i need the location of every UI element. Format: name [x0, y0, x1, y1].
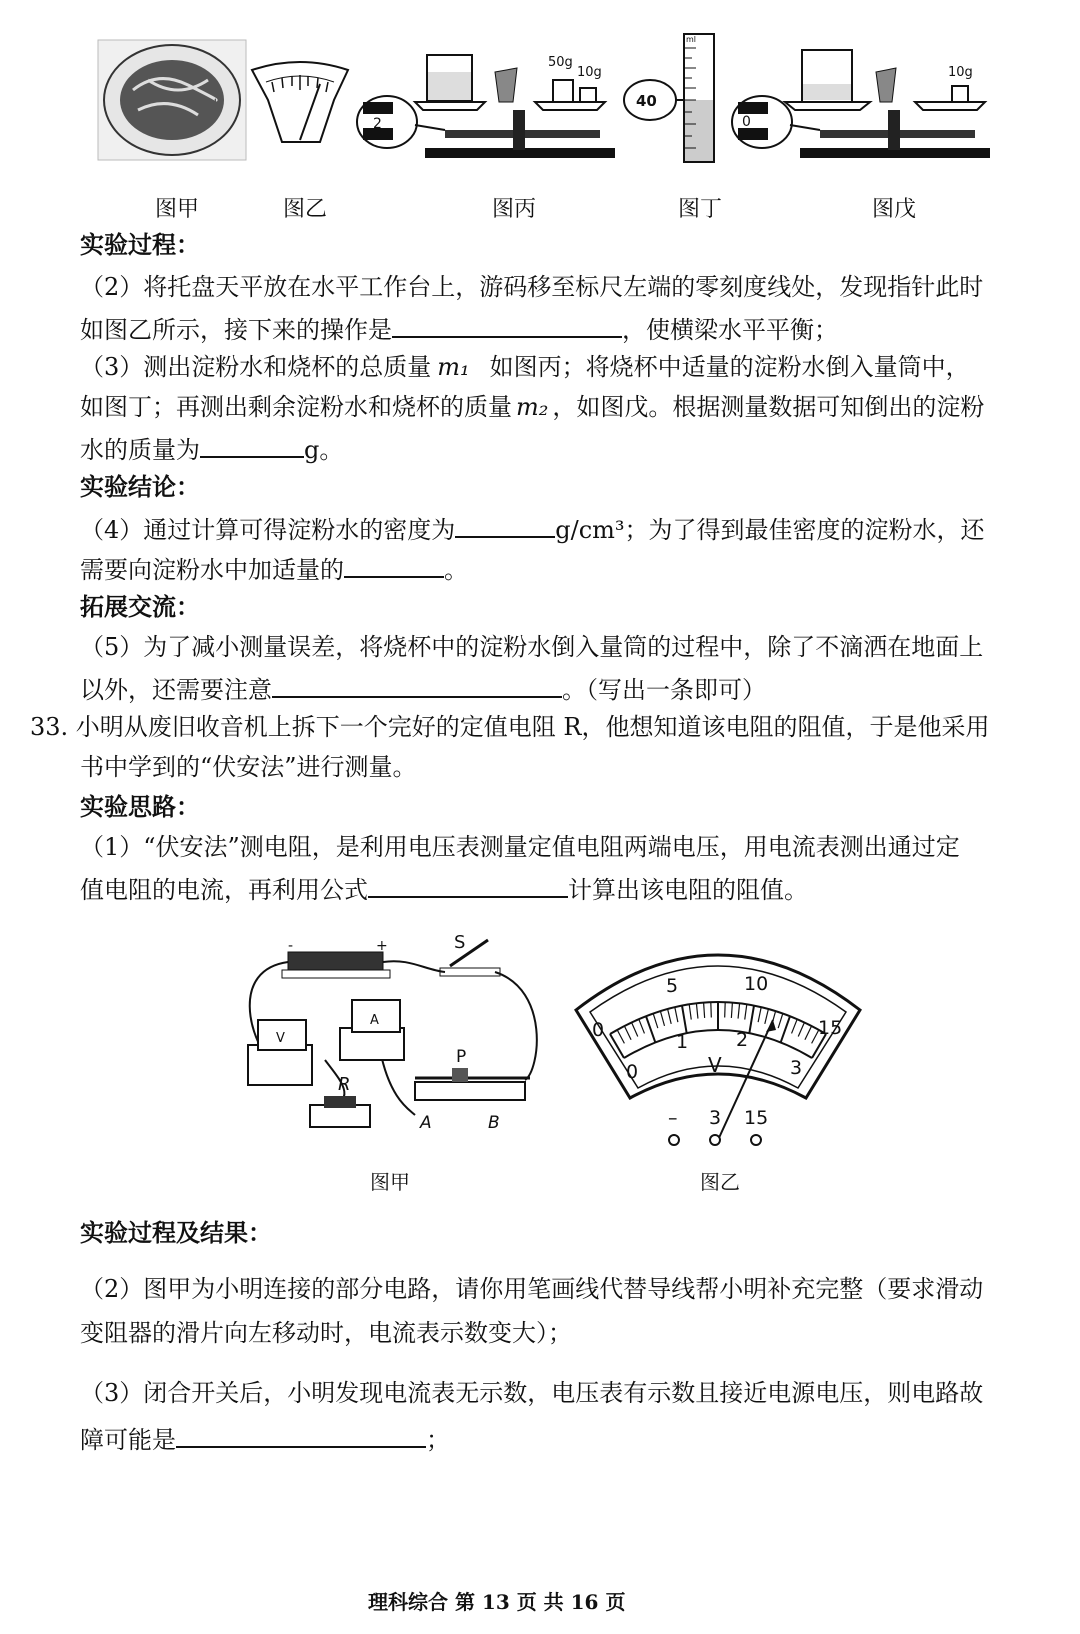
- q3-line-1: [80, 350, 970, 384]
- q33-2-line-2: 变阻器的滑片向左移动时，电流表示数变大）；: [80, 1319, 572, 1347]
- q33-1-text-a: 值电阻的电流，再利用公式: [80, 876, 368, 904]
- bowl-figure: [98, 40, 248, 165]
- balance-pointer-dial: [252, 60, 352, 150]
- q33-3-text-a: 障可能是: [80, 1426, 176, 1454]
- rheostat: [415, 1082, 525, 1100]
- terminal-minus-post[interactable]: [669, 1135, 679, 1145]
- q4-density-blank[interactable]: [455, 510, 555, 538]
- q4-text-d: 。: [444, 556, 468, 584]
- caption-voltmeter-dial: 图乙: [700, 1170, 740, 1194]
- section-conclusion: 实验结论：: [80, 472, 200, 501]
- voltmeter-dial: [568, 940, 868, 1160]
- q4-text-b: g/cm³；为了得到最佳密度的淀粉水，还: [555, 516, 985, 544]
- q4-text-c: 需要向淀粉水中加适量的: [80, 556, 344, 584]
- q3-m2: m₂: [516, 393, 549, 421]
- q3-line-2: [80, 390, 984, 424]
- q33-3-line-2: [80, 1420, 450, 1457]
- dial-tick: [725, 1002, 726, 1017]
- lower-scale-3: 3: [790, 1057, 803, 1079]
- resistor: [310, 1105, 370, 1127]
- upper-scale-15: 15: [818, 1017, 843, 1039]
- balance-figure-1: [355, 40, 620, 165]
- q4-additive-blank[interactable]: [344, 550, 444, 578]
- switch-label: S: [454, 932, 466, 953]
- q3-text-d: ，如图戊。根据测量数据可知倒出的淀粉: [552, 393, 985, 421]
- q2-line-1: （2）将托盘天平放在水平工作台上，游码移至标尺左端的零刻度线处，发现指针此时: [80, 273, 984, 301]
- section-process: 实验过程：: [80, 230, 200, 259]
- q5-text-a: 以外，还需要注意: [80, 676, 272, 704]
- q3-m1: m₁: [437, 353, 470, 381]
- balance-figure-2: [730, 40, 995, 165]
- q33-line-2: 书中学到的“伏安法”进行测量。: [80, 753, 417, 781]
- rider-value-2: 0: [742, 114, 751, 130]
- end-a-label: A: [420, 1113, 432, 1133]
- weight-50g-label: 50g: [548, 55, 573, 70]
- page-footer: 理科综合 第 13 页 共 16 页: [368, 1590, 626, 1614]
- end-b-label: B: [488, 1113, 500, 1133]
- q2-text-a: 如图乙所示，接下来的操作是: [80, 316, 392, 344]
- caption-dial: 图乙: [283, 197, 328, 222]
- q3-text-b: 如图丙；将烧杯中适量的淀粉水倒入量筒中，: [489, 353, 970, 381]
- q4-text-a: （4）通过计算可得淀粉水的密度为: [80, 516, 456, 544]
- q2-answer-blank[interactable]: [392, 310, 622, 338]
- terminal-minus: –: [668, 1107, 678, 1129]
- resistor-label: R: [338, 1074, 351, 1095]
- q33-2-line-1: （2）图甲为小明连接的部分电路，请你用笔画线代替导线帮小明补充完整（要求滑动: [80, 1275, 984, 1303]
- measuring-cylinder-figure: [622, 28, 732, 168]
- q33-1-text-b: 计算出该电阻的阻值。: [568, 876, 808, 904]
- q2-text-b: ，使横梁水平平衡；: [622, 316, 838, 344]
- rheostat-slider[interactable]: [452, 1068, 468, 1082]
- upper-scale-10: 10: [744, 973, 769, 995]
- q3-text-f: g。: [304, 436, 344, 464]
- terminal-3: 3: [709, 1107, 722, 1129]
- q2-line-2: [80, 310, 838, 347]
- caption-balance-2: 图戊: [872, 197, 917, 222]
- lower-scale-0: 0: [626, 1061, 639, 1083]
- q33-1-line-2: [80, 870, 808, 907]
- q3-text-a: （3）测出淀粉水和烧杯的总质量: [80, 353, 432, 381]
- dial-tick: [711, 1002, 712, 1017]
- q33-3-fault-blank[interactable]: [176, 1420, 426, 1448]
- voltmeter-symbol: V: [276, 1031, 285, 1046]
- section-expand: 拓展交流：: [80, 592, 200, 621]
- battery-plus: +: [376, 938, 388, 954]
- section-process-result: 实验过程及结果：: [80, 1218, 272, 1247]
- battery-minus: -: [288, 938, 294, 954]
- q3-text-c: 如图丁；再测出剩余淀粉水和烧杯的质量: [80, 393, 512, 421]
- terminal-15-post[interactable]: [751, 1135, 761, 1145]
- terminal-15: 15: [744, 1107, 769, 1129]
- battery: [288, 952, 383, 972]
- q3-line-3: [80, 430, 343, 467]
- caption-bowl: 图甲: [155, 197, 200, 222]
- q5-text-b: 。（写出一条即可）: [562, 676, 766, 704]
- caption-cylinder: 图丁: [678, 197, 723, 222]
- q33-1-formula-blank[interactable]: [368, 870, 568, 898]
- q33-line-1: 33. 小明从废旧收音机上拆下一个完好的定值电阻 R，他想知道该电阻的阻值，于是他采用: [30, 713, 990, 741]
- weight-10g-b-label: 10g: [948, 65, 973, 80]
- ammeter-symbol: A: [370, 1013, 379, 1028]
- cylinder-reading: 40: [636, 92, 657, 110]
- upper-scale-5: 5: [666, 975, 679, 997]
- q5-answer-blank[interactable]: [272, 670, 562, 698]
- dial-unit: V: [708, 1053, 722, 1077]
- section-idea: 实验思路：: [80, 792, 200, 821]
- rider-value-1: 2: [373, 116, 382, 132]
- q4-line-2: [80, 550, 468, 587]
- switch-base: [440, 968, 500, 976]
- q33-3-line-1: （3）闭合开关后，小明发现电流表无示数，电压表有示数且接近电源电压，则电路故: [80, 1379, 984, 1407]
- slider-label: P: [456, 1047, 467, 1067]
- lower-scale-1: 1: [676, 1031, 689, 1053]
- q33-1-line-1: （1）“伏安法”测电阻，是利用电压表测量定值电阻两端电压，用电流表测出通过定: [80, 833, 960, 861]
- terminal-3-post[interactable]: [710, 1135, 720, 1145]
- q5-line-2: [80, 670, 766, 707]
- q33-3-text-b: ；: [426, 1426, 450, 1454]
- caption-balance-1: 图丙: [492, 197, 537, 222]
- circuit-figure: [240, 930, 540, 1145]
- q3-answer-blank[interactable]: [200, 430, 304, 458]
- cylinder-unit: ml: [686, 35, 697, 44]
- q3-text-e: 水的质量为: [80, 436, 200, 464]
- caption-circuit: 图甲: [370, 1170, 410, 1194]
- upper-scale-0: 0: [592, 1019, 605, 1041]
- q4-line-1: [80, 510, 985, 547]
- q5-line-1: （5）为了减小测量误差，将烧杯中的淀粉水倒入量筒的过程中，除了不滴洒在地面上: [80, 633, 984, 661]
- lower-scale-2: 2: [736, 1029, 749, 1051]
- weight-10g-label: 10g: [577, 65, 602, 80]
